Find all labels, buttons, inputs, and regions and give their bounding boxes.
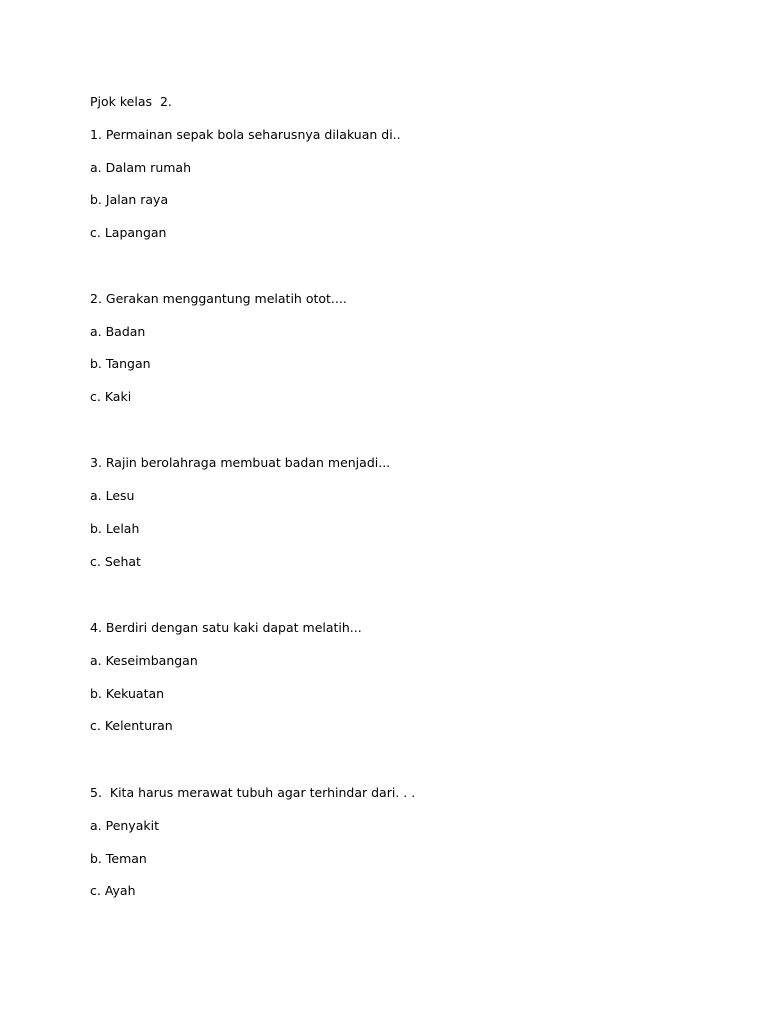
question-5-option-b: b. Teman <box>90 851 147 866</box>
question-4: 4. Berdiri dengan satu kaki dapat melatih... <box>90 620 362 635</box>
question-2-option-b: b. Tangan <box>90 356 151 371</box>
question-3-option-c: c. Sehat <box>90 554 141 569</box>
question-2-option-c: c. Kaki <box>90 389 132 404</box>
question-1: 1. Permainan sepak bola seharusnya dilakuan di.. <box>90 127 401 142</box>
question-1-option-c: c. Lapangan <box>90 225 167 240</box>
document-title: Pjok kelas 2. <box>90 94 172 109</box>
question-1-option-b: b. Jalan raya <box>90 192 169 207</box>
question-3-option-a: a. Lesu <box>90 488 135 503</box>
question-3: 3. Rajin berolahraga membuat badan menjadi... <box>90 455 391 470</box>
question-1-option-a: a. Dalam rumah <box>90 160 191 175</box>
question-5-option-c: c. Ayah <box>90 883 136 898</box>
question-4-option-a: a. Keseimbangan <box>90 653 198 668</box>
question-4-option-b: b. Kekuatan <box>90 686 165 701</box>
question-2: 2. Gerakan menggantung melatih otot.... <box>90 291 347 306</box>
question-5-option-a: a. Penyakit <box>90 818 159 833</box>
question-3-option-b: b. Lelah <box>90 521 140 536</box>
question-5: 5. Kita harus merawat tubuh agar terhindar dari. . . <box>90 785 416 800</box>
question-2-option-a: a. Badan <box>90 324 146 339</box>
question-4-option-c: c. Kelenturan <box>90 718 173 733</box>
